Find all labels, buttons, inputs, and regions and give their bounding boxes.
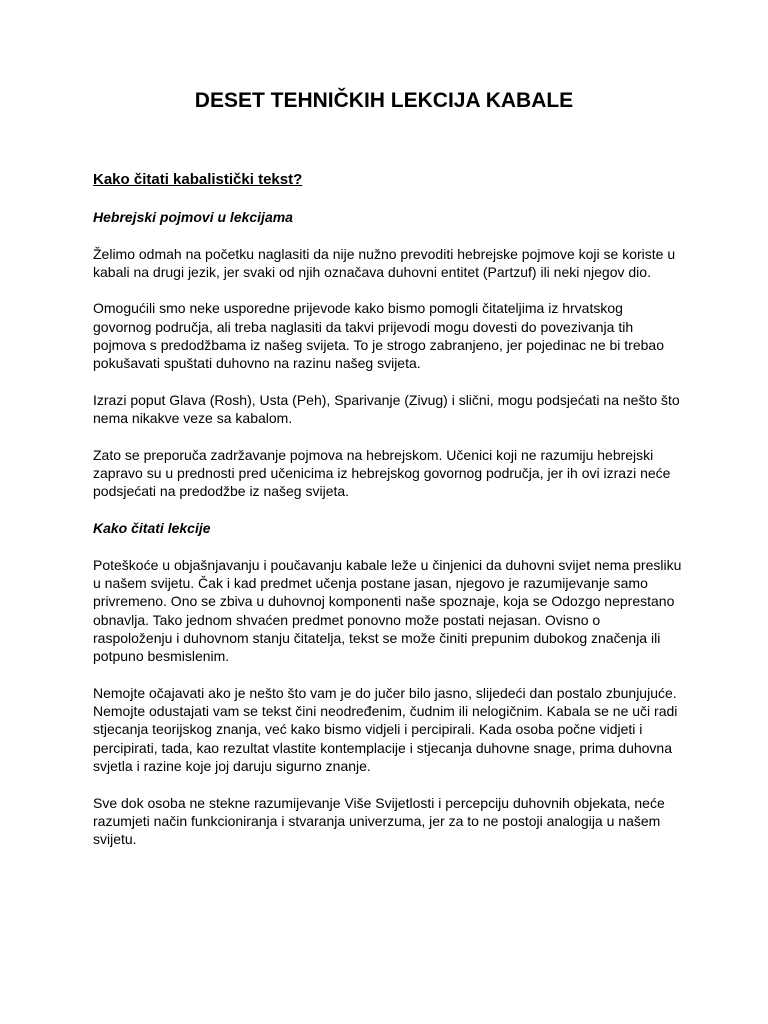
paragraph: Poteškoće u objašnjavanju i poučavanju kabale leže u činjenici da duhovni svijet nema presliku u našem svijetu. Čak i kad predmet učenja postane jasan, njegovo je razumijevanje samo privremeno. Ono se zbiva u duhovnoj komponenti naše spoznaje, koja se Odozgo neprestano obnavlja. Tako jednom shvaćen predmet ponovno može postati nejasan. Ovisno o raspoloženju i duhovnom stanju čitatelja, tekst se može činiti prepunim dubokog značenja ili potpuno besmislenim.	[93, 556, 682, 665]
paragraph: Izrazi poput Glava (Rosh), Usta (Peh), Sparivanje (Zivug) i slični, mogu podsjećati na nešto što nema nikakve veze sa kabalom.	[93, 391, 680, 427]
paragraph: Želimo odmah na početku naglasiti da nije nužno prevoditi hebrejske pojmove koji se koriste u kabali na drugi jezik, jer svaki od njih označava duhovni entitet (Partzuf) ili neki njegov dio.	[93, 245, 676, 280]
subheading-hebrew-terms: Hebrejski pojmovi u lekcijama	[93, 209, 293, 225]
paragraph: Omogućili smo neke usporedne prijevode kako bismo pomogli čitateljima iz hrvatskog govornog područja, ali treba naglasiti da takvi prijevodi mogu dovesti do povezivanja tih pojmova s predodžbama iz našeg svijeta. To je strogo zabranjeno, jer pojedinac ne bi trebao pokušavati spuštati duhovno na razinu našeg svijeta.	[93, 300, 664, 372]
document-body	[93, 170, 683, 867]
subheading-how-to-read: Kako čitati lekcije	[93, 520, 211, 537]
document-title: DESET TEHNIČKIH LEKCIJA KABALE	[194, 89, 574, 112]
paragraph: Sve dok osoba ne stekne razumijevanje Više Svijetlosti i percepciju duhovnih objekata, neće razumjeti način funkcioniranja i stvaranja univerzuma, jer za to ne postoji analogija u našem svijetu.	[93, 794, 665, 848]
section-heading: Kako čitati kabalistički tekst?	[93, 171, 303, 188]
paragraph: Nemojte očajavati ako je nešto što vam je do jučer bilo jasno, slijedeći dan postalo zbunjujuće. Nemojte odustajati vam se tekst čini neodređenim, čudnim ili nelogičnim. Kabala se ne uči radi stjecanja teorijskog znanja, već kako bismo vidjeli i percipirali. Kada osoba počne vidjeti i percipirati, tada, kao rezultat vlastite kontemplacije i stjecanja duhovne snage, prima duhovna svjetla i razine koje joj daruju sigurno znanje.	[93, 684, 678, 774]
paragraph: Zato se preporuča zadržavanje pojmova na hebrejskom. Učenici koji ne razumiju hebrejski zapravo su u prednosti pred učenicima iz hebrejskog govornog područja, jer ih ovi izrazi neće podsjećati na predodžbe iz našeg svijeta.	[93, 446, 671, 500]
